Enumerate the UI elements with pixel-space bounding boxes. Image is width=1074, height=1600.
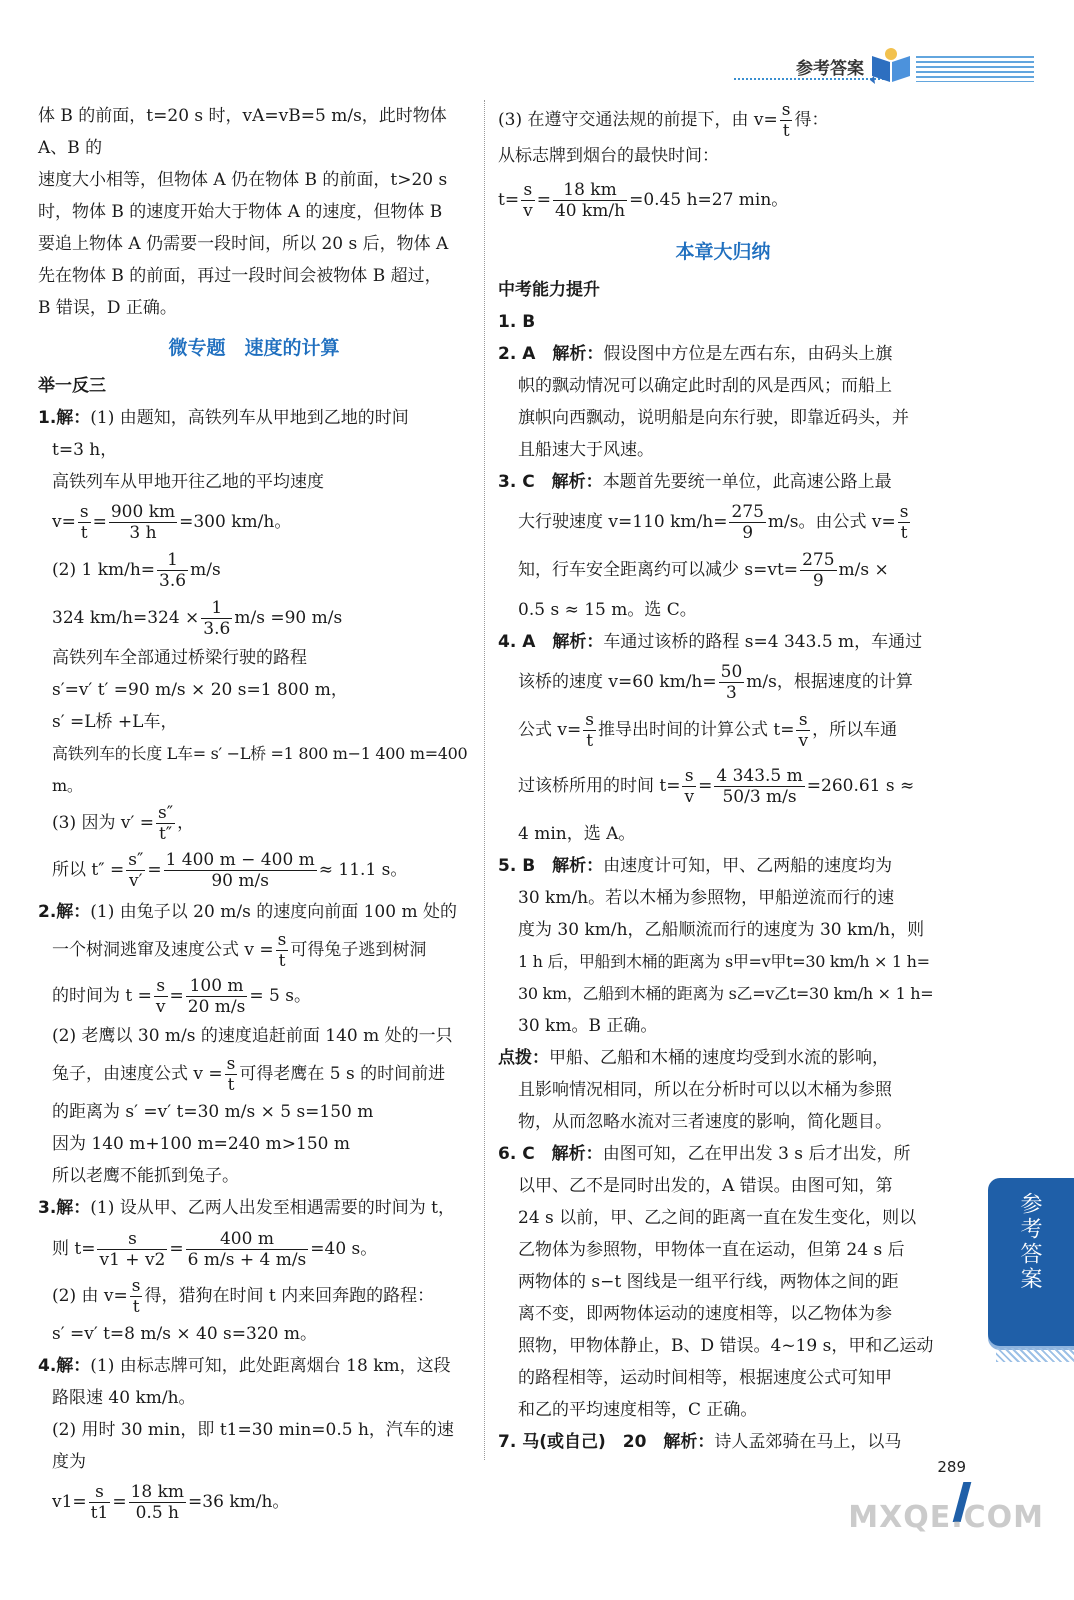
tip-line: 且影响情况相同，所以在分析时可以以木桶为参照 (518, 1080, 892, 1100)
q1-jie: 解： (56, 408, 91, 428)
formula-text: 324 km/h=324 × (52, 608, 200, 628)
q3-line: s′ =v′ t=8 m/s × 40 s=320 m。 (52, 1324, 317, 1344)
side-tab-label: 参考答案 (1017, 1192, 1042, 1292)
denominator: 20 m/s (187, 996, 246, 1017)
formula-text: 兔子，由速度公式 v = (52, 1064, 223, 1084)
formula-text: = (147, 860, 162, 880)
answer-4-line: 4 min，选 A。 (518, 824, 636, 844)
header-label: 参考答案 (796, 59, 864, 79)
numerator: 275 (802, 549, 835, 570)
fraction (796, 710, 810, 751)
tip-text: 甲船、乙船和木桶的速度均受到水流的影响， (549, 1048, 889, 1068)
numerator: 18 km (553, 180, 627, 201)
formula-text: v1= (52, 1492, 87, 1512)
fraction (719, 662, 745, 703)
denominator: t (80, 522, 88, 543)
numerator: s (79, 501, 89, 522)
fraction (583, 710, 596, 751)
answer-text: 由图可知，乙在甲出发 3 s 后才出发，所 (602, 1144, 911, 1164)
q4-formula-1 (38, 1478, 470, 1526)
denominator: t1 (90, 1502, 109, 1523)
answer-6-line: 24 s 以前，甲、乙之间的距离一直在发生变化，则以 (518, 1208, 917, 1228)
fraction (157, 550, 188, 591)
q2-formula-2 (38, 972, 470, 1020)
q1-line: s′=v′ t′ =90 m/s × 20 s=1 800 m， (52, 680, 348, 700)
formula-text: 则 t= (52, 1239, 96, 1259)
intro-line: B 错误，D 正确。 (38, 298, 177, 318)
header-dotted-rule (734, 78, 884, 80)
q4-number: 4. (38, 1356, 57, 1376)
denominator: t (900, 522, 908, 543)
answer-4-formula-2 (498, 706, 948, 754)
subsection-title: 举一反三 (38, 376, 106, 396)
formula-text: (2) 由 v= (52, 1286, 128, 1306)
formula-text: m/s × (838, 560, 889, 580)
intro-line: 时，物体 B 的速度开始大于物体 A 的速度，但物体 B (38, 202, 443, 222)
q4-jie: 解： (56, 1356, 91, 1376)
answer-3-line: 0.5 s ≈ 15 m。选 C。 (518, 600, 697, 620)
formula-text: =260.61 s ≈ (806, 776, 915, 796)
formula-text: 可得老鹰在 5 s 的时间前进 (239, 1064, 446, 1084)
answer-6-line: 两物体的 s−t 图线是一组平行线，两物体之间的距 (518, 1272, 899, 1292)
q2-formula-1 (38, 928, 470, 972)
denominator: v′ (129, 870, 143, 891)
fraction (780, 100, 793, 141)
answer-6-line: 的路程相等，运动时间相等，根据速度公式可知甲 (518, 1368, 892, 1388)
answer-6-line: 照物，甲物体静止，B、D 错误。4~19 s，甲和乙运动 (518, 1336, 934, 1356)
subsection-title: 中考能力提升 (498, 280, 600, 300)
answer-head: 4. A 解析： (498, 632, 604, 652)
formula-text: 的时间为 t = (52, 986, 152, 1006)
fraction (186, 976, 248, 1017)
fraction (682, 766, 696, 807)
q1-formula-5 (38, 844, 470, 896)
q4-line: (2) 用时 30 min，即 t1=30 min=0.5 h，汽车的速度为 (52, 1420, 454, 1472)
q2-line: 所以老鹰不能抓到兔子。 (52, 1166, 239, 1186)
q1-formula-2 (38, 546, 470, 594)
formula-text: 公式 v= (518, 720, 582, 740)
denominator: 0.5 h (135, 1502, 179, 1523)
denominator: v (155, 996, 166, 1017)
q1-formula-3 (38, 594, 470, 642)
fraction (78, 502, 91, 543)
formula-text: 推导出时间的计算公式 t= (598, 720, 795, 740)
watermark: MXQE.COM (848, 1500, 1044, 1535)
fraction (729, 502, 765, 543)
answer-5 (498, 850, 948, 882)
denominator: t (227, 1074, 235, 1095)
formula-text: = 5 s。 (249, 986, 311, 1006)
numerator: s (899, 501, 909, 522)
intro-line: 体 B 的前面，t=20 s 时，vA=vB=5 m/s，此时物体 A、B 的 (38, 106, 453, 158)
formula-text: 该桥的速度 v=60 km/h= (518, 672, 717, 692)
answer-6-line: 和乙的平均速度相等，C 正确。 (518, 1400, 758, 1420)
numerator: 1 (201, 598, 232, 619)
q3-formula-2 (38, 1274, 470, 1318)
formula-text: = (536, 190, 551, 210)
denominator: v (798, 730, 809, 751)
numerator: s (89, 1482, 111, 1503)
answer-head: 6. C 解析： (498, 1144, 603, 1164)
formula-text: (2) 1 km/h= (52, 560, 156, 580)
fraction (109, 502, 177, 543)
fraction (553, 180, 627, 221)
q4-formula-3 (498, 172, 948, 228)
right-column (498, 100, 948, 1458)
denominator: 9 (742, 522, 754, 543)
formula-text: = (112, 1492, 127, 1512)
denominator: v1 + v2 (99, 1249, 166, 1270)
column-divider (484, 100, 485, 1460)
formula-text: v= (52, 512, 76, 532)
formula-text: 大行驶速度 v=110 km/h= (518, 512, 728, 532)
q4-line: 路限速 40 km/h。 (52, 1388, 196, 1408)
q4-line (38, 1350, 470, 1382)
denominator: t (278, 950, 286, 971)
q3-jie: 解： (56, 1198, 91, 1218)
fraction (521, 180, 535, 221)
q2-line: 因为 140 m+100 m=240 m>150 m (52, 1134, 351, 1154)
left-column (38, 100, 473, 1526)
answer-4-formula-1 (498, 658, 948, 706)
q3-line (38, 1192, 470, 1224)
denominator: t (782, 120, 790, 141)
answer-head: 3. C 解析： (498, 472, 603, 492)
formula-text: 过该桥所用的时间 t= (518, 776, 681, 796)
answer-7 (498, 1426, 948, 1458)
fraction (186, 1229, 309, 1270)
page-header (734, 46, 1034, 90)
numerator: s (277, 929, 287, 950)
formula-text: = (169, 986, 184, 1006)
fraction (156, 803, 175, 844)
side-tab (988, 1178, 1074, 1346)
denominator: t (132, 1296, 140, 1317)
denominator: v (684, 786, 695, 807)
fraction (164, 850, 317, 891)
q2-line: (2) 老鹰以 30 m/s 的速度追赶前面 140 m 处的一只 (52, 1026, 453, 1046)
section-title: 微专题 速度的计算 (168, 337, 340, 359)
q3-formula-1 (38, 1224, 470, 1274)
formula-text: =0.45 h=27 min。 (629, 190, 789, 210)
denominator: 3.6 (203, 618, 231, 639)
denominator: v (523, 200, 533, 221)
q1-line: 高铁列车从甲地开往乙地的平均速度 (52, 472, 324, 492)
numerator: s (682, 766, 696, 787)
denominator: 3 h (129, 522, 157, 543)
formula-text: =40 s。 (310, 1239, 378, 1259)
fraction (225, 1054, 238, 1095)
section-title: 本章大归纳 (675, 241, 771, 263)
intro-line: 速度大小相等，但物体 A 仍在物体 B 的前面，t>20 s (38, 170, 448, 190)
answer-head: 2. A 解析： (498, 344, 604, 364)
book-logo-icon (868, 46, 914, 86)
side-tab-hatch (996, 1348, 1074, 1362)
formula-text: 可得兔子逃到树洞 (290, 940, 427, 960)
intro-line: 要追上物体 A 仍需要一段时间，所以 20 s 后，物体 A (38, 234, 449, 254)
formula-text: 所以 t″ = (52, 860, 125, 880)
answer-6 (498, 1138, 948, 1170)
answer-4 (498, 626, 948, 658)
formula-text: m/s。由公式 v= (767, 512, 896, 532)
formula-text: = (169, 1239, 184, 1259)
fraction (898, 502, 911, 543)
numerator: 18 km (130, 1481, 185, 1502)
numerator: s (585, 709, 594, 730)
fraction (126, 850, 145, 891)
formula-text: =36 km/h。 (188, 1492, 290, 1512)
denominator: 40 km/h (554, 200, 626, 221)
answer-3-formula-1 (498, 498, 948, 546)
numerator: s (226, 1053, 236, 1074)
numerator: 275 (731, 501, 764, 522)
formula-text: 一个树洞逃窜及速度公式 v = (52, 940, 274, 960)
formula-text: 知，行车安全距离约可以减少 s=vt= (518, 560, 799, 580)
q1-number: 1. (38, 408, 57, 428)
formula-text: ≈ 11.1 s。 (318, 860, 408, 880)
formula-text: ，所以车通 (812, 720, 898, 740)
fraction (130, 1276, 143, 1317)
answer-head: 7. 马(或自己) 20 解析： (498, 1432, 715, 1452)
formula-text: m/s =90 m/s (234, 608, 343, 628)
answer-text: 车通过该桥的路程 s=4 343.5 m，车通过 (603, 632, 923, 652)
q3-number: 3. (38, 1198, 57, 1218)
answer-2-line: 帜的飘动情况可以确定此时刮的风是西风；而船上 (518, 376, 892, 396)
q2-jie: 解： (56, 902, 91, 922)
intro-line: 先在物体 B 的前面，再过一段时间会被物体 B 超过， (38, 266, 442, 286)
answer-4-formula-3 (498, 754, 948, 818)
answer-text: 本题首先要统一单位，此高速公路上最 (602, 472, 892, 492)
formula-text: = (698, 776, 713, 796)
numerator: s″ (128, 849, 144, 870)
fraction (97, 1229, 167, 1270)
tip-line: 物，从而忽略水流对三者速度的影响，简化题目。 (518, 1112, 892, 1132)
numerator: 900 km (110, 501, 176, 522)
numerator: s″ (158, 802, 174, 823)
fraction (714, 766, 804, 807)
numerator: s (154, 976, 168, 997)
formula-text: 得： (794, 110, 829, 130)
q1-formula-4 (38, 802, 470, 844)
formula-text: 得，猎狗在时间 t 内来回奔跑的路程： (144, 1286, 435, 1306)
answer-5-line: 30 km。B 正确。 (518, 1016, 658, 1036)
numerator: 1 400 m − 400 m (165, 849, 315, 870)
formula-text: = (92, 512, 107, 532)
numerator: s (97, 1229, 167, 1250)
answer-5-line: 1 h 后，甲船到木桶的距离为 s甲=v甲t=30 km/h × 1 h= (518, 952, 930, 971)
denominator: t (586, 730, 594, 751)
denominator: 3 (726, 682, 737, 703)
fraction (89, 1482, 111, 1523)
answer-2-line: 且船速大于风速。 (518, 440, 654, 460)
q3-text: (1) 设从甲、乙两人出发至相遇需要的时间为 t， (90, 1198, 456, 1218)
fraction (276, 930, 289, 971)
q1-text: (1) 由题知，高铁列车从甲地到乙地的时间 (90, 408, 409, 428)
fraction (154, 976, 168, 1017)
fraction (201, 598, 232, 639)
denominator: 90 m/s (211, 870, 269, 891)
formula-text: (3) 因为 v′ = (52, 813, 154, 833)
q2-line (38, 896, 470, 928)
q2-line: 的距离为 s′ =v′ t=30 m/s × 5 s=150 m (52, 1102, 374, 1122)
formula-text: m/s，根据速度的计算 (746, 672, 913, 692)
page-number: 289 (937, 1458, 966, 1476)
q1-formula-1 (38, 498, 470, 546)
answer-6-line: 离不变，即两物体运动的速度相等，以乙物体为参 (518, 1304, 892, 1324)
q4-line: 从标志牌到烟台的最快时间： (498, 146, 719, 166)
answer-text: 诗人孟郊骑在马上，以马 (714, 1432, 902, 1452)
q2-number: 2. (38, 902, 57, 922)
formula-text: t= (498, 190, 520, 210)
fraction (800, 550, 836, 591)
q1-line: t=3 h， (52, 440, 118, 460)
denominator: 3.6 (159, 570, 187, 591)
numerator: s (796, 710, 810, 731)
formula-text: ， (177, 813, 195, 833)
formula-text: (3) 在遵守交通法规的前提下，由 v= (498, 110, 778, 130)
numerator: s (781, 99, 791, 120)
numerator: 1 (157, 550, 188, 571)
numerator: s (131, 1275, 141, 1296)
answer-5-tip (498, 1042, 948, 1074)
answer-5-line: 30 km/h。若以木桶为参照物，甲船逆流而行的速 (518, 888, 895, 908)
denominator: 9 (812, 570, 824, 591)
q2-formula-3 (38, 1052, 470, 1096)
answer-6-line: 乙物体为参照物，甲物体一直在运动，但第 24 s 后 (518, 1240, 905, 1260)
answer-2-line: 旗帜向西飘动，说明船是向东行驶，即靠近码头，并 (518, 408, 909, 428)
answer-3-formula-2 (498, 546, 948, 594)
answer-3 (498, 466, 948, 498)
answer-text: 假设图中方位是左西右东，由码头上旗 (603, 344, 893, 364)
q1-line: s′ =L桥 +L车， (52, 712, 178, 732)
denominator: 50/3 m/s (722, 786, 797, 807)
denominator: t″ (158, 823, 173, 844)
answer-1: 1. B (498, 312, 536, 332)
header-stripes (916, 56, 1034, 82)
q1-line (38, 402, 470, 434)
numerator: 400 m (186, 1229, 309, 1250)
numerator: 100 m (186, 976, 248, 997)
answer-5-line: 30 km，乙船到木桶的距离为 s乙=v乙t=30 km/h × 1 h= (518, 984, 934, 1003)
q2-text: (1) 由兔子以 20 m/s 的速度向前面 100 m 处的 (90, 902, 457, 922)
answer-text: 由速度计可知，甲、乙两船的速度均为 (603, 856, 893, 876)
numerator: 4 343.5 m (716, 765, 803, 786)
formula-text: m/s (190, 560, 221, 580)
q4-formula-2 (498, 100, 948, 140)
answer-6-line: 以甲、乙不是同时出发的，A 错误。由图可知，第 (518, 1176, 893, 1196)
numerator: s (521, 180, 535, 201)
tip-head: 点拨： (498, 1048, 549, 1068)
q1-line: 高铁列车全部通过桥梁行驶的路程 (52, 648, 307, 668)
answer-5-line: 度为 30 km/h，乙船顺流而行的速度为 30 km/h，则 (518, 920, 925, 940)
numerator: 50 (720, 661, 743, 682)
q1-line: 高铁列车的长度 L车= s′ −L桥 =1 800 m−1 400 m=400 m。 (52, 744, 473, 795)
denominator: 6 m/s + 4 m/s (187, 1249, 307, 1270)
formula-text: =300 km/h。 (179, 512, 292, 532)
answer-head: 5. B 解析： (498, 856, 604, 876)
fraction (129, 1482, 186, 1523)
q4-text: (1) 由标志牌可知，此处距离烟台 18 km，这段 (90, 1356, 451, 1376)
answer-2 (498, 338, 948, 370)
